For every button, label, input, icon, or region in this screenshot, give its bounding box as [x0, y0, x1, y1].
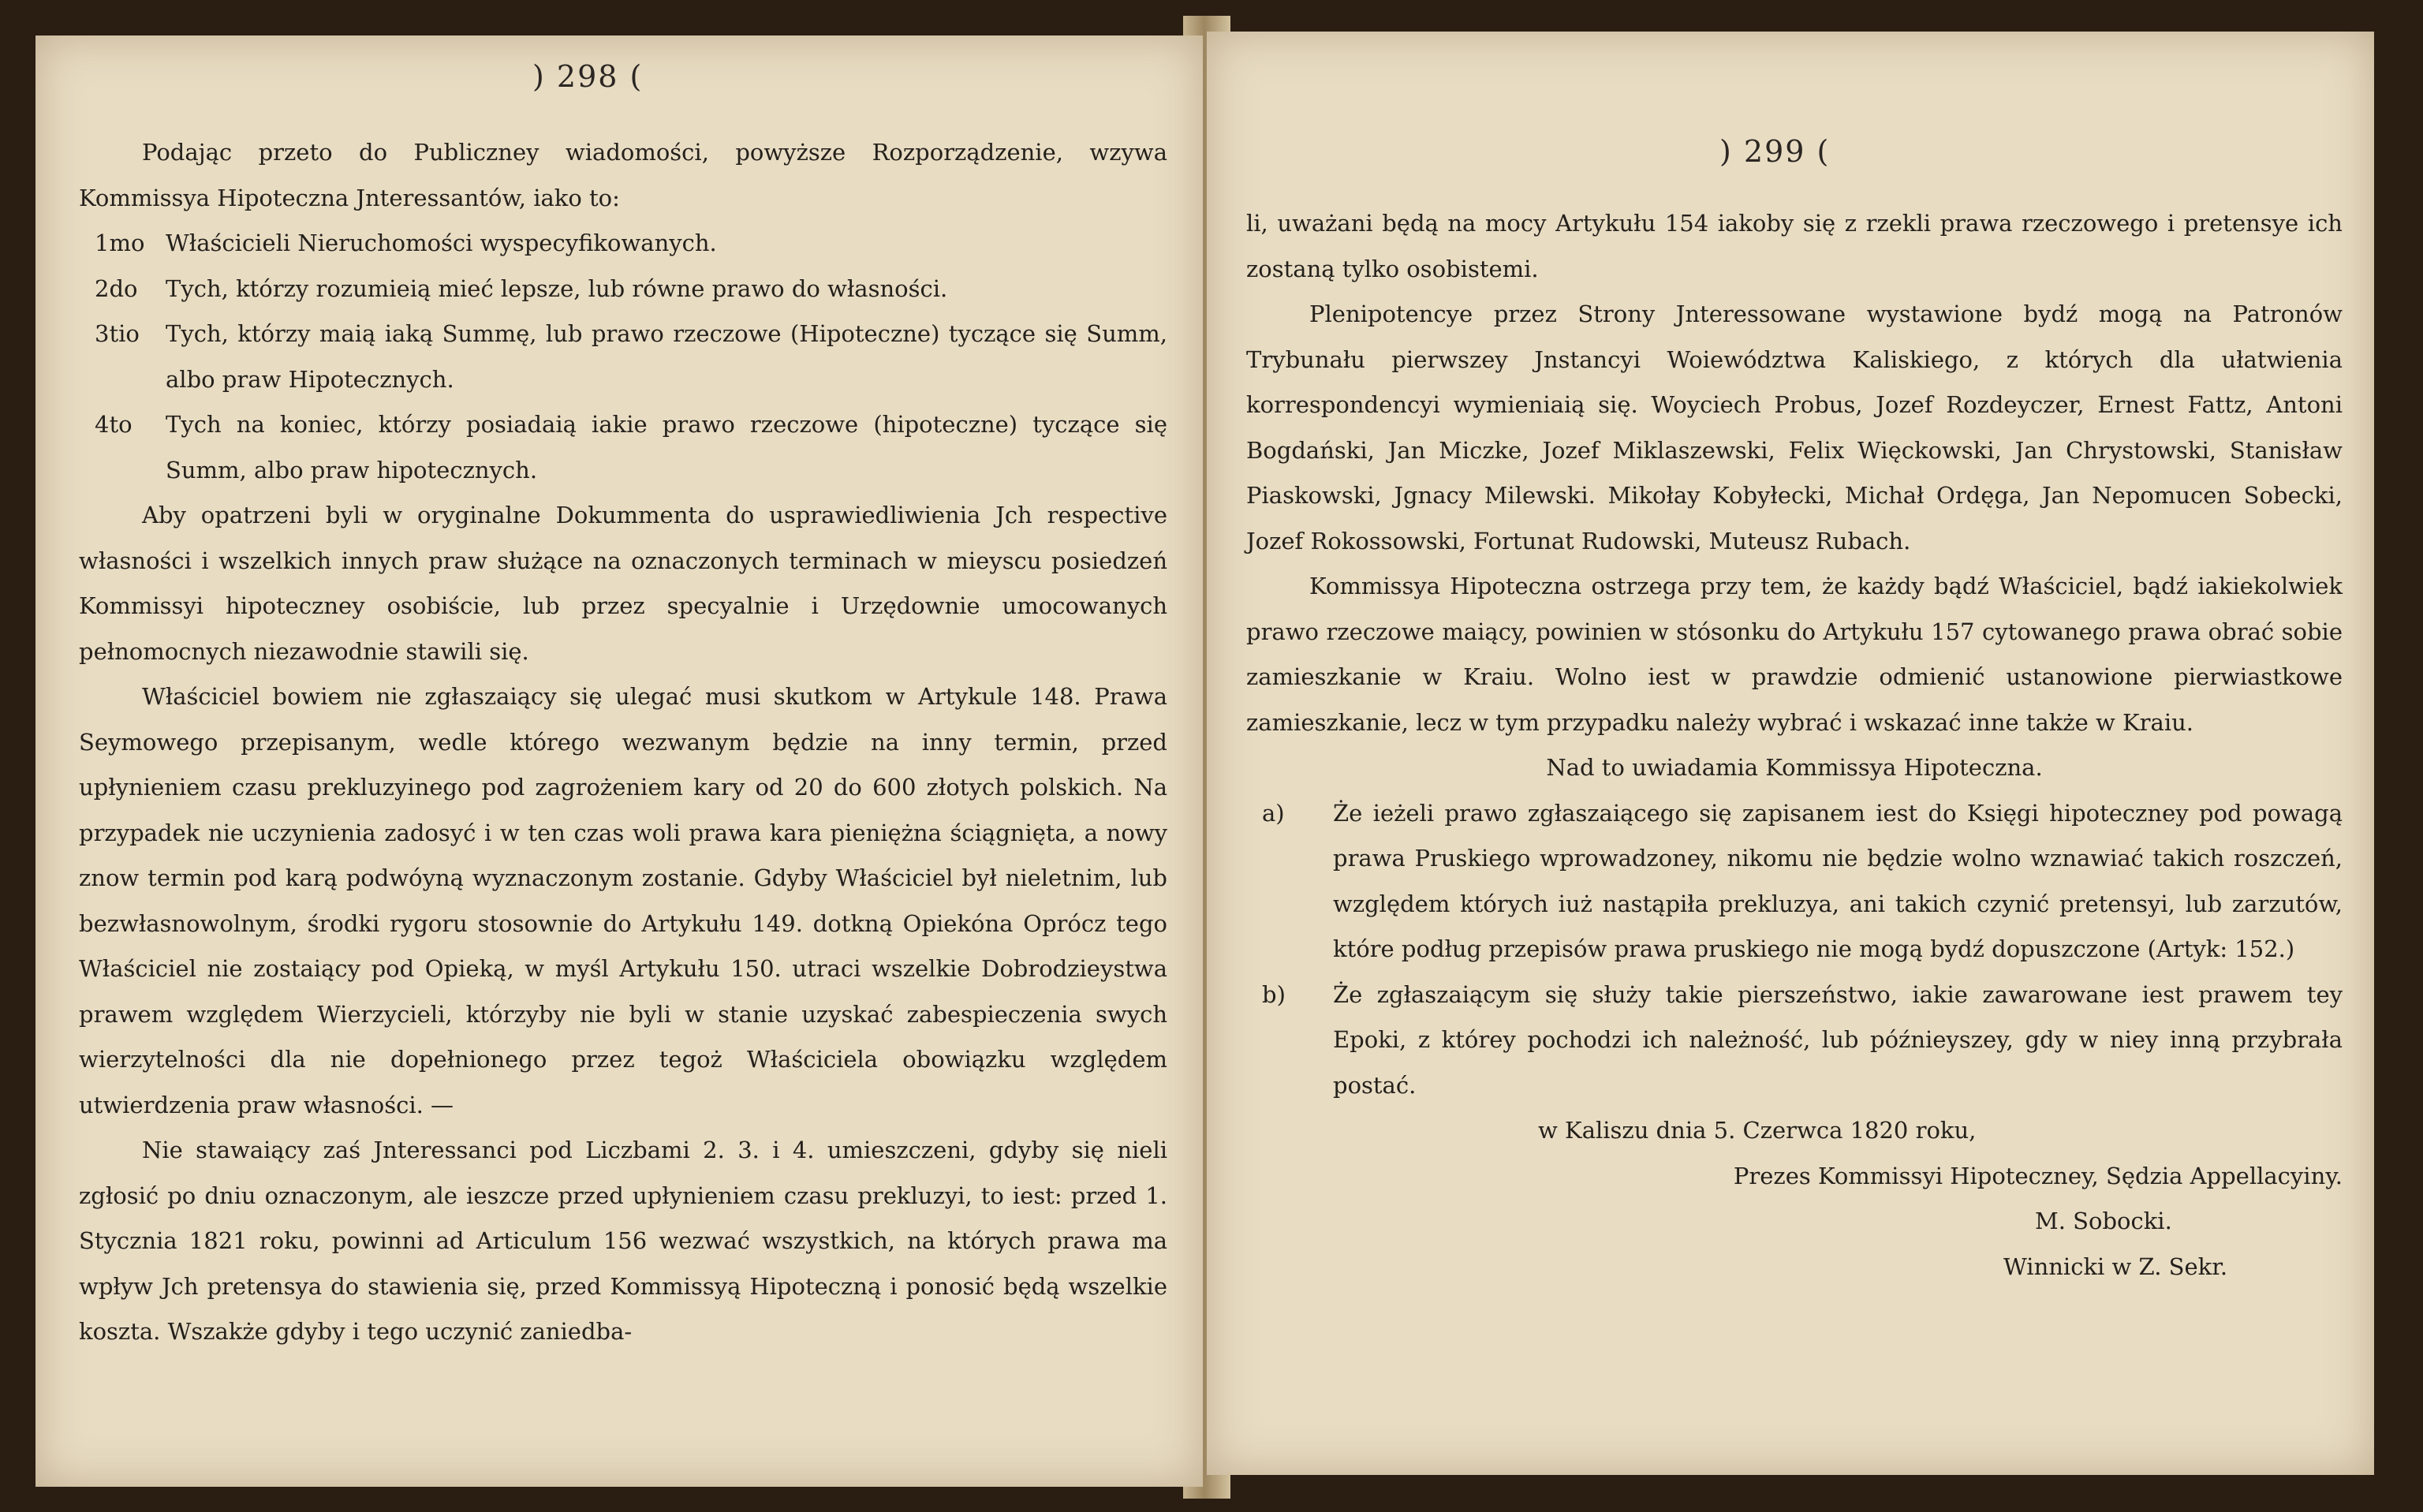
signature-line: Prezes Kommissyi Hipoteczney, Sędzia Appellacyiny. [1733, 1162, 2343, 1189]
signature-name: Winnicki w Z. Sekr. [2003, 1253, 2228, 1280]
left-page [35, 35, 1203, 1487]
paragraph: Aby opatrzeni byli w oryginalne Dokummenta do usprawiedliwienia Jch respective własności i wszelkich innych praw służące na oznaczonych terminach w mieyscu posiedzeń Kommissyi hipoteczney osobiście, lub przez specyalnie i Urzędownie umocowanych pełnomocnych niezawodnie stawili się. [79, 502, 1167, 665]
right-page [1207, 32, 2374, 1475]
left-page-text [79, 130, 1167, 1355]
paragraph: Nie stawaiący zaś Jnteressanci pod Liczbami 2. 3. i 4. umieszczeni, gdyby się nieli zgłosić po dniu oznaczonym, ale ieszcze przed upłynieniem czasu prekluzyi, to iest: przed 1. Stycznia 1821 roku, powinni ad Articulum 156 wezwać wszystkich, na których prawa ma wpływ Jch pretensya do stawienia się, przed Kommissyą Hipoteczną i ponosić będą wszelkie koszta. Wszakże gdyby i tego uczynić zaniedba- [79, 1137, 1167, 1345]
list-item: 3tio Tych, którzy maią iaką Summę, lub prawo rzeczowe (Hipoteczne) tyczące się Summ, albo praw Hipotecznych. [95, 320, 1167, 393]
list-item: a) Że ieżeli prawo zgłaszaiącego się zapisanem iest do Księgi hipoteczney pod powagą prawa Pruskiego wprowadzoney, nikomu nie będzie wolno wznawiać takich roszczeń, względem których iuż nastąpiła prekluzya, ani takich czynić pretensyi, lub zarzutów, które podług przepisów prawa pruskiego nie mogą bydź dopuszczone (Artyk: 152.) [1262, 799, 2343, 962]
signature-name: M. Sobocki. [2035, 1208, 2172, 1234]
intro-paragraph: Podając przeto do Publiczney wiadomości, powyższe Rozporządzenie, wzywa Kommissya Hipoteczna Jnteressantów, iako to: [79, 139, 1167, 211]
paragraph: Kommissya Hipoteczna ostrzega przy tem, że każdy bądź Właściciel, bądź iakiekolwiek prawo rzeczowe maiący, powinien w stósonku do Artykułu 157 cytowanego prawa obrać sobie zamieszkanie w Kraiu. Wolno iest w prawdzie odmienić ustanowione pierwiastkowe zamieszkanie, lecz w tym przypadku należy wybrać i wskazać inne także w Kraiu. [1246, 573, 2343, 736]
notice-heading: Nad to uwiadamia Kommissya Hipoteczna. [1546, 754, 2043, 781]
list-item: 4to Tych na koniec, którzy posiadaią iakie prawo rzeczowe (hipoteczne) tyczące się Summ, albo praw hipotecznych. [95, 411, 1167, 483]
list-item: 2do Tych, którzy rozumieią mieć lepsze, lub równe prawo do własności. [95, 274, 948, 302]
list-item: b) Że zgłaszaiącym się służy takie pierszeństwo, iakie zawarowane iest prawem tey Epoki, z którey pochodzi ich należność, lub późnieyszey, gdy w niey inną przybrała postać. [1262, 980, 2343, 1099]
paragraph: li, uważani będą na mocy Artykułu 154 iakoby się z rzekli prawa rzeczowego i pretensye ich zostaną tylko osobistemi. [1246, 210, 2343, 282]
paragraph: Właściciel bowiem nie zgłaszaiący się ulegać musi skutkom w Artykule 148. Prawa Seymowego przepisanym, wedle którego wezwanym będzie na inny termin, przed upłynieniem czasu prekluzyinego pod zagrożeniem kary od 20 do 600 złotych polskich. Na przypadek nie uczynienia zadosyć i w ten czas woli prawa kara pieniężna ściągnięta, a nowy znow termin pod karą podwóyną wyznaczonym zostanie. Gdyby Właściciel był nieletnim, lub bezwłasnowolnym, środki rygoru stosownie do Artykułu 149. dotkną Opiekóna Oprócz tego Właściciel nie zostaiący pod Opieką, w myśl Artykułu 150. utraci wszelkie Dobrodzieystwa prawem względem Wierzycieli, którzyby nie byli w stanie uzyskać zabespieczenia swych wierzytelności dla nie dopełnionego przez tegoż Właściciela obowiązku względem utwierdzenia praw własności. — [79, 683, 1167, 1118]
page-number: ) 298 ( [532, 59, 644, 94]
page-number: ) 299 ( [1719, 134, 1831, 169]
date-line: w Kaliszu dnia 5. Czerwca 1820 roku, [1538, 1117, 1977, 1144]
right-page-text [1246, 201, 2343, 1290]
list-item: 1mo Właścicieli Nieruchomości wyspecyfikowanych. [95, 230, 717, 256]
paragraph: Plenipotencye przez Strony Jnteressowane wystawione bydź mogą na Patronów Trybunału pierwszey Jnstancyi Woiewództwa Kaliskiego, z których dla ułatwienia korrespondencyi wymieniaią się. Woyciech Probus, Jozef Rozdeyczer, Ernest Fattz, Antoni Bogdański, Jan Miczke, Jozef Miklaszewski, Felix Więckowski, Jan Chrystowski, Stanisław Piaskowski, Jgnacy Milewski. Mikołay Kobyłecki, Michał Ordęga, Jan Nepomucen Sobecki, Jozef Rokossowski, Fortunat Rudowski, Muteusz Rubach. [1246, 301, 2343, 554]
